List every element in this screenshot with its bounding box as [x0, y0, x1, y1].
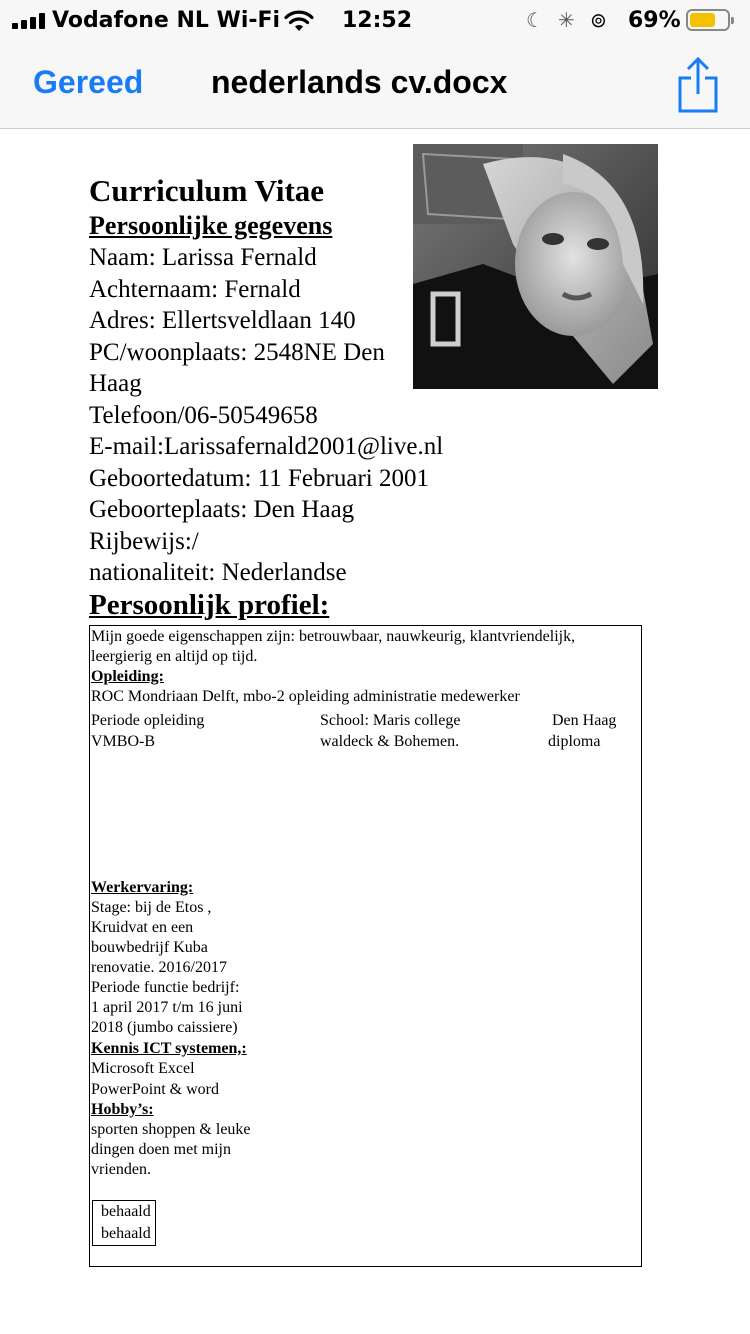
hobby-line: sporten shoppen & leuke — [91, 1121, 251, 1138]
personal-line: Naam: Larissa Fernald — [89, 244, 317, 271]
ict-line: PowerPoint & word — [91, 1081, 219, 1098]
hobby-line: vrienden. — [91, 1161, 151, 1178]
achieved-label: behaald — [101, 1225, 151, 1242]
carrier-name: Vodafone NL Wi-Fi — [52, 8, 281, 33]
work-experience-heading: Werkervaring: — [91, 879, 194, 896]
profile-text: leergierig en altijd op tijd. — [91, 648, 258, 665]
education-line: ROC Mondriaan Delft, mbo-2 opleiding administratie medewerker — [91, 688, 520, 705]
ict-line: Microsoft Excel — [91, 1060, 195, 1077]
work-line: Stage: bij de Etos , — [91, 899, 212, 916]
hobby-line: dingen doen met mijn — [91, 1141, 231, 1158]
achieved-label: behaald — [101, 1203, 151, 1220]
education-place-column — [548, 710, 616, 752]
orientation-lock-icon: ⊚ — [590, 8, 607, 32]
work-line: Periode functie bedrijf: — [91, 979, 240, 996]
work-line: 1 april 2017 t/m 16 juni — [91, 999, 243, 1016]
clock: 12:52 — [342, 8, 413, 33]
done-button[interactable]: Gereed — [33, 64, 144, 100]
signal-icon — [12, 13, 48, 29]
personal-line: Haag — [89, 370, 142, 397]
navigation-bar — [0, 44, 750, 129]
personal-line: Achternaam: Fernald — [89, 275, 301, 303]
education-heading: Opleiding: — [91, 668, 164, 685]
share-icon[interactable] — [676, 56, 720, 114]
personal-line: nationaliteit: Nederlandse — [89, 559, 347, 586]
battery-icon — [686, 9, 730, 31]
ict-heading: Kennis ICT systemen,: — [91, 1040, 247, 1057]
education-cell: VMBO-B — [91, 733, 156, 750]
work-line: bouwbedrijf Kuba — [91, 939, 208, 956]
activity-spinner-icon: ✳ — [558, 8, 575, 32]
personal-line: PC/woonplaats: 2548NE Den — [89, 338, 385, 366]
moon-icon: ☾ — [526, 8, 544, 32]
battery-percentage: 69% — [628, 8, 681, 33]
education-cell: waldeck & Bohemen. — [320, 733, 460, 750]
work-line: renovatie. 2016/2017 — [91, 959, 227, 976]
personal-details — [89, 242, 469, 589]
hobby-heading: Hobby’s: — [91, 1101, 154, 1118]
personal-details-heading: Persoonlijke gegevens — [89, 211, 333, 240]
personal-line: Rijbewijs:/ — [89, 527, 199, 555]
education-cell: School: Maris college — [320, 712, 461, 729]
status-bar — [0, 0, 750, 44]
personal-line: Adres: Ellertsveldlaan 140 — [89, 307, 356, 334]
profile-text: Mijn goede eigenschappen zijn: betrouwbaar, nauwkeurig, klantvriendelijk, — [91, 628, 576, 645]
education-cell: diploma — [548, 733, 601, 750]
education-school-column — [320, 710, 460, 752]
wifi-icon — [284, 10, 314, 32]
document-viewer[interactable] — [0, 129, 750, 1334]
education-period-column — [91, 710, 204, 752]
cv-title: Curriculum Vitae — [89, 173, 325, 208]
document-title: nederlands cv.docx — [211, 64, 508, 100]
work-line: 2018 (jumbo caissiere) — [91, 1019, 238, 1036]
education-cell: Periode opleiding — [91, 712, 205, 729]
achieved-box — [92, 1200, 156, 1246]
battery-level-fill — [690, 13, 715, 27]
profile-box — [89, 625, 642, 1267]
personal-line: Geboortedatum: 11 Februari 2001 — [89, 464, 429, 492]
personal-line: Telefoon/06-50549658 — [89, 401, 318, 429]
personal-line: Geboorteplaats: Den Haag — [89, 496, 355, 523]
profile-heading: Persoonlijk profiel: — [89, 589, 330, 621]
personal-line: E-mail:Larissafernald2001@live.nl — [89, 433, 444, 460]
work-line: Kruidvat en een — [91, 919, 194, 936]
education-cell: Den Haag — [552, 712, 617, 729]
